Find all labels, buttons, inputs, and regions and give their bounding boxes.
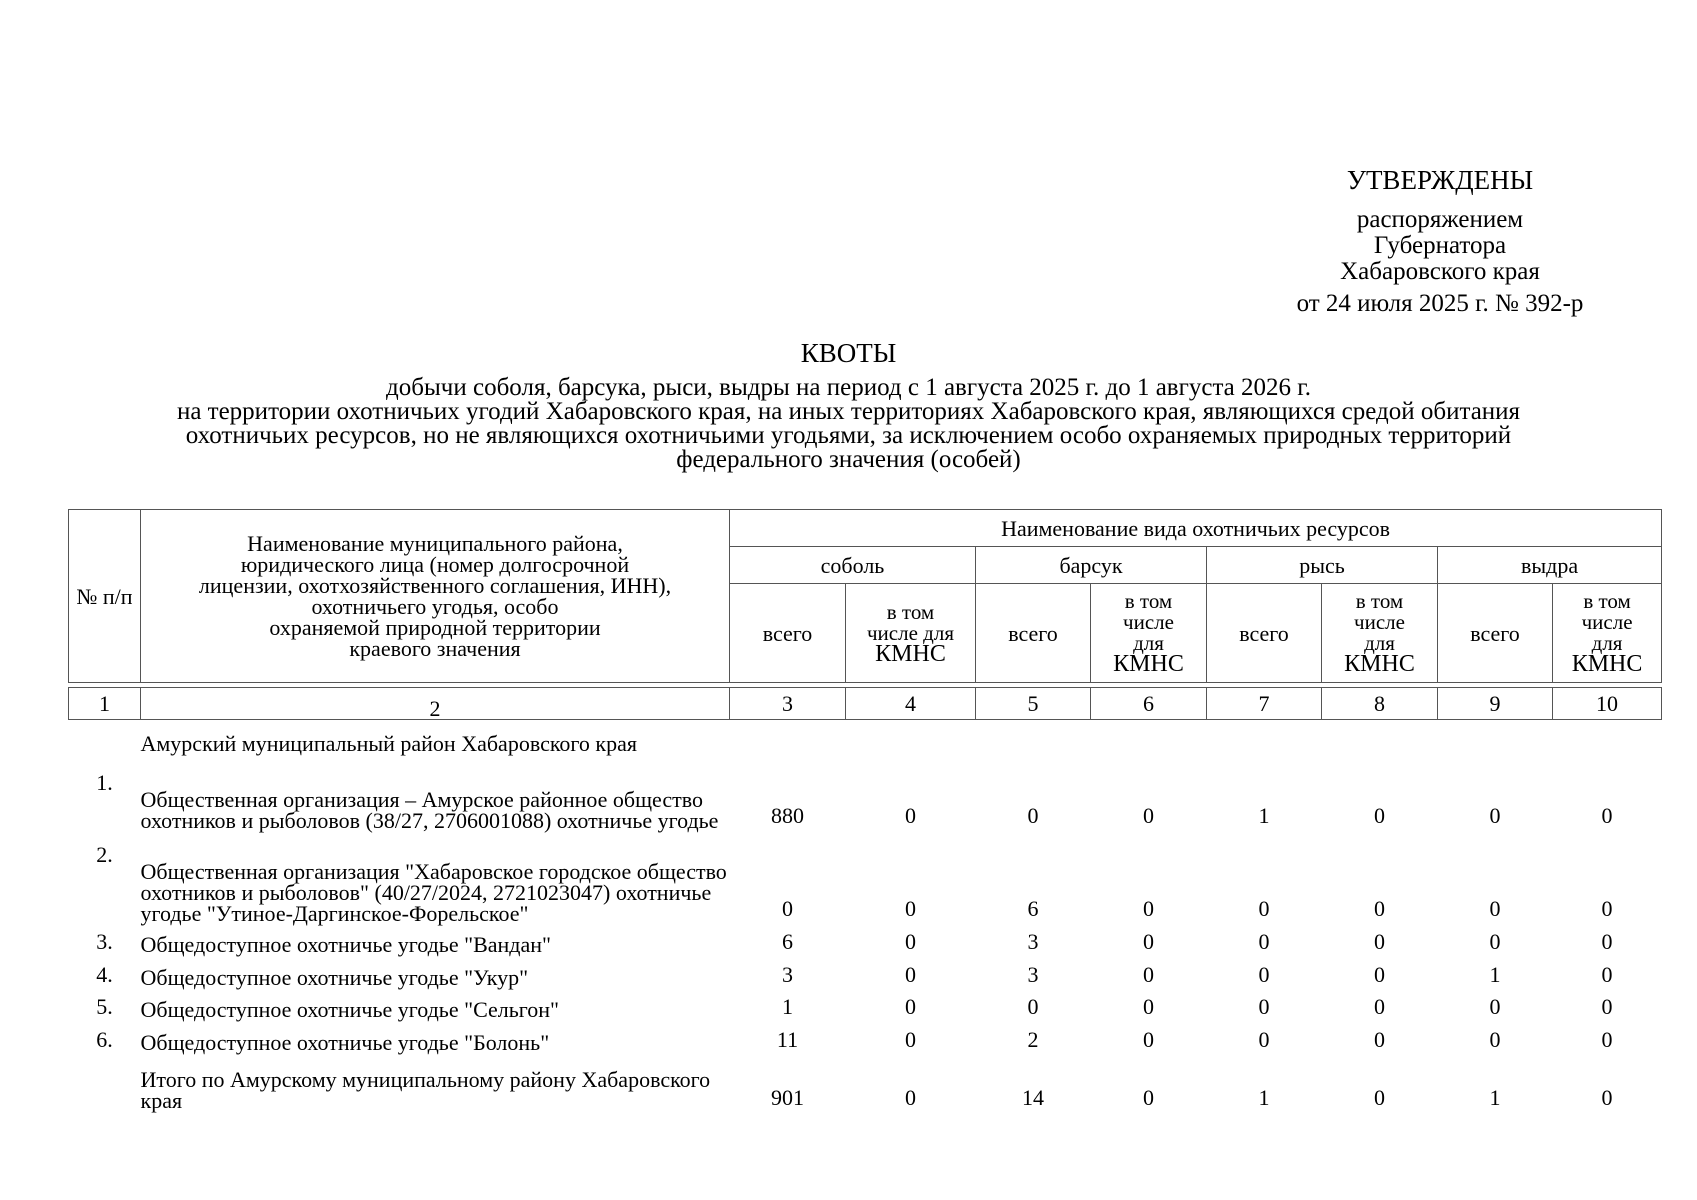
row-value: 0	[1489, 1027, 1501, 1052]
approval-block	[1230, 207, 1650, 285]
header-kmns-line: числе	[1354, 610, 1405, 634]
column-number: 1	[69, 688, 141, 720]
column-number: 5	[976, 688, 1091, 720]
row-value: 0	[1143, 1027, 1154, 1052]
row-value: 6	[1027, 896, 1039, 921]
row-value: 0	[1489, 896, 1501, 921]
approval-line-3: Хабаровского края	[1340, 258, 1540, 285]
header-kmns	[846, 584, 976, 683]
row-name: Общественная организация – Амурское районное общество охотников и рыболовов (38/27, 2706001088) охотничье угодье	[140, 787, 719, 833]
row-value: 11	[776, 1027, 799, 1052]
column-number: 6	[1091, 688, 1207, 720]
row-value: 0	[1601, 803, 1613, 828]
total-value: 1	[1489, 1085, 1501, 1110]
row-value: 0	[1258, 1027, 1270, 1052]
header-kmns-line: числе	[1123, 610, 1174, 634]
row-value: 0	[1374, 994, 1385, 1019]
row-value: 0	[1601, 896, 1613, 921]
row-name: Общественная организация "Хабаровское городское общество охотников и рыболовов" (40/27/2024, 2721023047) охотничье угодье "Утиное-Даргинское-Форельское"	[140, 859, 727, 926]
row-value: 0	[1374, 896, 1385, 921]
total-value: 0	[1374, 1085, 1385, 1110]
header-kmns	[1322, 584, 1438, 683]
row-number: 6.	[96, 1027, 113, 1052]
header-resources: Наименование вида охотничьих ресурсов	[730, 510, 1662, 547]
table-row	[69, 1024, 1662, 1057]
row-value: 0	[905, 962, 916, 987]
total-value: 901	[771, 1085, 804, 1110]
header-num: № п/п	[69, 510, 141, 683]
row-value: 0	[1601, 1027, 1613, 1052]
header-kmns-line: в том	[886, 599, 935, 624]
row-value: 0	[905, 994, 916, 1019]
header-total: всего	[1438, 584, 1553, 683]
header-kmns	[1553, 584, 1662, 683]
row-value: 0	[1143, 803, 1154, 828]
total-value: 0	[1143, 1085, 1154, 1110]
row-name: Общедоступное охотничье угодье "Укур"	[140, 965, 529, 990]
header-kmns-line: для	[1591, 631, 1623, 655]
header-name-line: охотничьего угодья, особо	[311, 594, 559, 619]
total-value: 0	[1601, 1085, 1613, 1110]
row-value: 0	[905, 803, 916, 828]
header-name-line: лицензии, охотхозяйственного соглашения, ИНН),	[198, 573, 672, 598]
header-kmns-line: в том	[1124, 589, 1173, 613]
row-value: 0	[1374, 1027, 1385, 1052]
row-value: 2	[1027, 1027, 1039, 1052]
header-total: всего	[976, 584, 1091, 683]
header-species-lynx: рысь	[1207, 547, 1438, 584]
column-number: 2	[141, 688, 730, 720]
row-value: 0	[905, 896, 916, 921]
header-name	[141, 510, 730, 683]
table-row	[69, 834, 1662, 927]
header-total: всего	[730, 584, 846, 683]
row-name: Общедоступное охотничье угодье "Сельгон"	[140, 997, 560, 1022]
row-value: 3	[782, 962, 793, 987]
approval-date: от 24 июля 2025 г. № 392-р	[1296, 290, 1584, 317]
row-value: 1	[782, 994, 793, 1019]
column-number: 8	[1322, 688, 1438, 720]
header-kmns-line: числе	[1581, 610, 1633, 634]
header-kmns-line: для	[1364, 631, 1395, 655]
header-name-line: краевого значения	[349, 636, 521, 661]
row-name: Общедоступное охотничье угодье "Вандан"	[140, 932, 551, 957]
header-kmns-line: в том	[1583, 589, 1631, 613]
table-body	[69, 720, 1662, 1116]
column-number: 7	[1207, 688, 1322, 720]
row-value: 0	[1601, 929, 1613, 954]
column-number: 10	[1553, 688, 1662, 720]
total-row	[69, 1057, 1662, 1115]
row-value: 6	[782, 929, 793, 954]
approval-line-1: распоряжением	[1356, 206, 1524, 233]
total-value: 0	[905, 1085, 916, 1110]
column-number: 4	[846, 688, 976, 720]
table-row	[69, 756, 1662, 834]
header-name-line: юридического лица (номер долгосрочной	[240, 552, 630, 577]
header-kmns-line: КМНС	[1571, 651, 1643, 677]
row-value: 0	[1258, 896, 1270, 921]
header-species-sable: соболь	[730, 547, 976, 584]
subtitle-line-3: охотничьих ресурсов, но не являющихся охотничьими угодьями, за исключением особо охраняемых природных территорий	[185, 422, 1512, 449]
row-value: 0	[905, 929, 916, 954]
subtitle-line-1: добычи соболя, барсука, рыси, выдры на период с 1 августа 2025 г. до 1 августа 2026 г.	[386, 374, 1311, 401]
header-kmns-line: КМНС	[1344, 651, 1415, 677]
row-value: 0	[1258, 962, 1270, 987]
row-value: 0	[1601, 994, 1613, 1019]
row-value: 0	[1027, 803, 1039, 828]
district-row	[69, 720, 1662, 757]
header-kmns	[1091, 584, 1207, 683]
row-value: 880	[771, 803, 804, 828]
subtitle-line-2: на территории охотничьих угодий Хабаровского края, на иных территориях Хабаровского края, являющихся средой обитания	[176, 398, 1521, 425]
row-value: 0	[1601, 962, 1613, 987]
column-number: 3	[730, 688, 846, 720]
row-number: 4.	[96, 962, 113, 987]
header-kmns-line: КМНС	[875, 640, 946, 667]
header-species-otter: выдра	[1438, 547, 1662, 584]
total-row-name: Итого по Амурскому муниципальному району Хабаровского края	[140, 1067, 711, 1113]
column-number: 9	[1438, 688, 1553, 720]
approval-heading: УТВЕРЖДЕНЫ	[1346, 165, 1534, 195]
row-value: 3	[1027, 929, 1039, 954]
row-value: 0	[905, 1027, 916, 1052]
row-value: 0	[1143, 929, 1154, 954]
header-name-line: Наименование муниципального района,	[247, 531, 623, 556]
row-value: 0	[1374, 803, 1385, 828]
document-subtitle	[60, 376, 1637, 472]
total-value: 1	[1258, 1085, 1270, 1110]
row-value: 0	[782, 896, 793, 921]
quota-table	[68, 509, 1662, 1115]
table-header	[69, 510, 1662, 720]
row-value: 0	[1143, 896, 1154, 921]
approval-line-2: Губернатора	[1373, 232, 1507, 259]
row-value: 1	[1258, 803, 1270, 828]
header-species-badger: барсук	[976, 547, 1207, 584]
header-kmns-line: КМНС	[1113, 651, 1184, 677]
row-value: 0	[1143, 962, 1154, 987]
header-name-line: охраняемой природной территории	[269, 615, 601, 640]
row-value: 0	[1027, 994, 1039, 1019]
table-row	[69, 992, 1662, 1024]
row-value: 0	[1258, 994, 1270, 1019]
header-total: всего	[1207, 584, 1322, 683]
row-value: 0	[1374, 962, 1385, 987]
header-kmns-line: для	[1133, 631, 1164, 655]
total-value: 14	[1022, 1085, 1044, 1110]
district-name: Амурский муниципальный район Хабаровского края	[140, 731, 637, 756]
row-value: 0	[1374, 929, 1385, 954]
table-row	[69, 959, 1662, 992]
row-number: 2.	[96, 842, 113, 867]
row-number: 3.	[96, 929, 113, 954]
row-value: 0	[1258, 929, 1270, 954]
column-numbers-row	[69, 688, 1662, 720]
row-value: 0	[1489, 929, 1501, 954]
header-kmns-line: в том	[1355, 589, 1404, 613]
row-name: Общедоступное охотничье угодье "Болонь"	[140, 1030, 550, 1055]
row-value: 3	[1027, 962, 1039, 987]
row-number: 5.	[96, 994, 113, 1019]
row-number: 1.	[96, 770, 113, 795]
row-value: 0	[1489, 994, 1501, 1019]
row-value: 1	[1489, 962, 1501, 987]
row-value: 0	[1489, 803, 1501, 828]
subtitle-line-4: федерального значения (особей)	[676, 446, 1021, 473]
row-value: 0	[1143, 994, 1154, 1019]
document-title: КВОТЫ	[800, 338, 897, 368]
header-kmns-line: числе для	[867, 620, 954, 645]
table-row	[69, 927, 1662, 959]
